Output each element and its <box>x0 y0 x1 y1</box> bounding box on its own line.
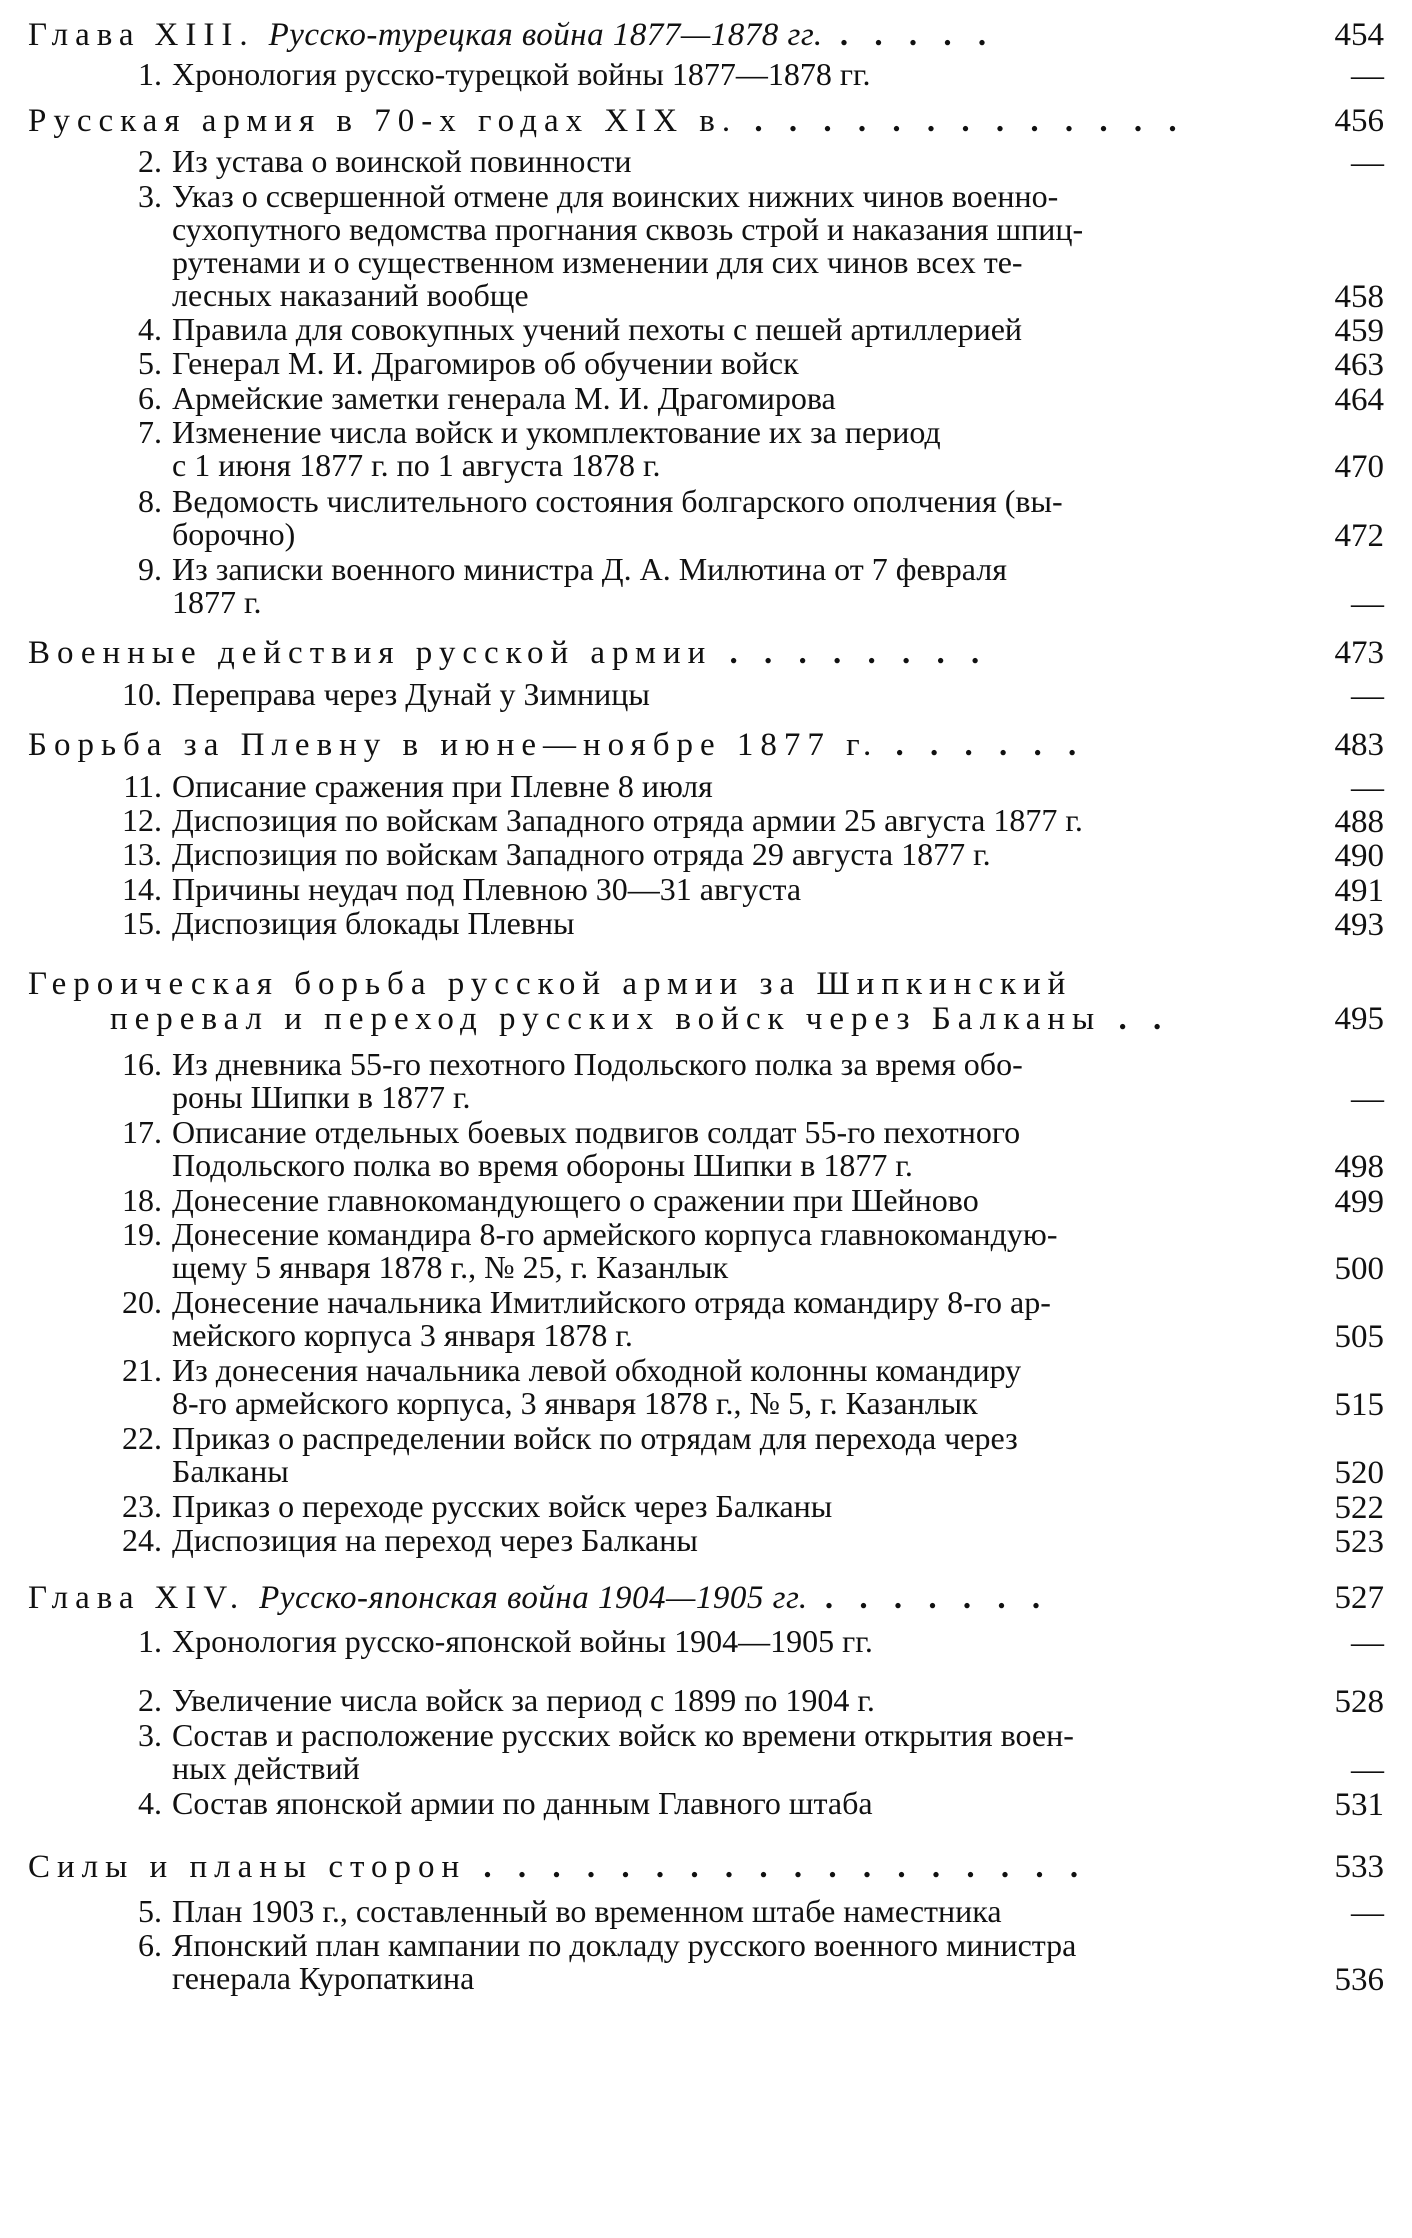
entry-number: 13. <box>122 836 162 872</box>
page-number: 454 <box>1334 17 1384 53</box>
page-number: 493 <box>1334 907 1384 943</box>
entry-line: Японский план кампании по докладу русского военного министра <box>172 1927 1077 1963</box>
page-number: 473 <box>1334 635 1384 671</box>
page-number: 520 <box>1334 1455 1384 1491</box>
entry-line: Состав и расположение русских войск ко времени открытия воен- <box>172 1717 1074 1753</box>
section-title: Борьба за Плевну в июне—ноябре 1877 г. <box>28 727 879 763</box>
entry-number: 23. <box>122 1488 162 1524</box>
chapter-label: Глава <box>28 17 141 53</box>
entry-title: Описание сражения при Плевне 8 июля <box>172 768 713 804</box>
entry-title: Приказ о переходе русских войск через Балканы <box>172 1488 833 1524</box>
section-heading-plevna: Борьба за Плевну в июне—ноябре 1877 г. . . . . . . <box>28 727 1086 763</box>
section-title: Силы и планы сторон <box>28 1849 467 1885</box>
page-number: — <box>1351 678 1384 714</box>
entry-number: 11. <box>123 768 162 804</box>
section-heading-army-70s: Русская армия в 70-х годах XIX в. . . . . . . . . . . . . . <box>28 103 1186 139</box>
entry-number: 1. <box>138 1623 162 1659</box>
page-number: 522 <box>1334 1490 1384 1526</box>
entry-number: 17. <box>122 1114 162 1150</box>
page-number: — <box>1351 586 1384 622</box>
page-number: 495 <box>1334 1001 1384 1037</box>
page-number: 528 <box>1334 1684 1384 1720</box>
entry-number: 4. <box>138 311 162 347</box>
entry-line: Из донесения начальника левой обходной колонны командиру <box>172 1352 1022 1388</box>
entry-number: 8. <box>138 483 162 519</box>
entry-title: Диспозиция на переход через Балканы <box>172 1522 698 1558</box>
section-title: Военные действия русской армии <box>28 635 713 671</box>
entry-number: 10. <box>122 676 162 712</box>
page-number: 533 <box>1334 1849 1384 1885</box>
entry-number: 5. <box>138 1893 162 1929</box>
chapter-number: XIV. <box>154 1580 246 1616</box>
entry-line: 8-го армейского корпуса, 3 января 1878 г., № 5, г. Казанлык <box>172 1385 978 1421</box>
entry-title: Генерал М. И. Драгомиров об обучении войск <box>172 345 799 381</box>
entry-number: 19. <box>122 1216 162 1252</box>
page-number: 456 <box>1334 103 1384 139</box>
page-number: 498 <box>1334 1149 1384 1185</box>
section-heading-military-actions: Военные действия русской армии . . . . . . . . <box>28 635 989 671</box>
entry-line: мейского корпуса 3 января 1878 г. <box>172 1317 633 1353</box>
entry-title: Хронология русско-турецкой войны 1877—1878 гг. <box>172 56 871 92</box>
entry-number: 3. <box>138 1717 162 1753</box>
page-number: 464 <box>1334 382 1384 418</box>
entry-title: Из устава о воинской повинности <box>172 143 632 179</box>
entry-title: Армейские заметки генерала М. И. Драгомирова <box>172 380 836 416</box>
chapter-label: Глава <box>28 1580 141 1616</box>
chapter-number: XIII. <box>154 17 255 53</box>
entry-number: 12. <box>122 802 162 838</box>
entry-number: 2. <box>138 1682 162 1718</box>
page-number: — <box>1351 58 1384 94</box>
entry-title: Диспозиция блокады Плевны <box>172 905 575 941</box>
entry-line: Донесение начальника Имитлийского отряда командиру 8-го ар- <box>172 1284 1051 1320</box>
page-number: 523 <box>1334 1524 1384 1560</box>
section-heading-shipka-cont: перевал и переход русских войск через Балканы . . <box>110 1001 1171 1037</box>
entry-line: лесных наказаний вообще <box>172 277 529 313</box>
entry-number: 22. <box>122 1420 162 1456</box>
entry-line: Подольского полка во время обороны Шипки в 1877 г. <box>172 1147 913 1183</box>
section-title-line: перевал и переход русских войск через Балканы <box>110 1001 1102 1037</box>
entry-number: 24. <box>122 1522 162 1558</box>
entry-line: Балканы <box>172 1453 289 1489</box>
entry-title: Причины неудач под Плевною 30—31 августа <box>172 871 802 907</box>
entry-number: 2. <box>138 143 162 179</box>
entry-title: Правила для совокупных учений пехоты с пешей артиллерией <box>172 311 1023 347</box>
entry-number: 9. <box>138 551 162 587</box>
entry-title: Состав японской армии по данным Главного штаба <box>172 1785 873 1821</box>
section-heading-shipka <box>28 966 1260 1002</box>
page-number: 515 <box>1334 1387 1384 1423</box>
entry-line: Донесение командира 8-го армейского корпуса главнокомандую- <box>172 1216 1058 1252</box>
entry-number: 3. <box>138 178 162 214</box>
entry-number: 6. <box>138 380 162 416</box>
entry-line: Описание отдельных боевых подвигов солдат 55-го пехотного <box>172 1114 1021 1150</box>
page-number: — <box>1351 1895 1384 1931</box>
page-number: — <box>1351 770 1384 806</box>
section-heading-forces-and-plans: Силы и планы сторон . . . . . . . . . . . . . . . . . . <box>28 1849 1088 1885</box>
entry-line: роны Шипки в 1877 г. <box>172 1079 471 1115</box>
entry-title: Увеличение числа войск за период с 1899 по 1904 г. <box>172 1682 875 1718</box>
page-number: — <box>1351 1081 1384 1117</box>
entry-line: сухопутного ведомства прогнания сквозь строй и наказания шпиц- <box>172 211 1084 247</box>
entry-line: Приказ о распределении войск по отрядам для перехода через <box>172 1420 1018 1456</box>
entry-number: 1. <box>138 56 162 92</box>
entry-line: Из дневника 55-го пехотного Подольского полка за время обо- <box>172 1046 1023 1082</box>
entry-title: Донесение главнокомандующего о сражении при Шейново <box>172 1182 979 1218</box>
section-heading-chapter-14: Глава XIV. Русско-японская война 1904—1905 гг. . . . . . . . <box>28 1580 1050 1616</box>
chapter-title: Русско-японская война 1904—1905 гг. <box>259 1580 808 1616</box>
page-number: 527 <box>1334 1580 1384 1616</box>
entry-title: План 1903 г., составленный во временном штабе наместника <box>172 1893 1002 1929</box>
entry-line: генерала Куропаткина <box>172 1960 475 1996</box>
page-number: 463 <box>1334 347 1384 383</box>
entry-line: Ведомость числительного состояния болгарского ополчения (вы- <box>172 483 1063 519</box>
section-heading-chapter-13: Глава XIII. Русско-турецкая война 1877—1878 гг. . . . . . <box>28 17 996 53</box>
entry-number: 6. <box>138 1927 162 1963</box>
page-number: 536 <box>1334 1962 1384 1998</box>
page-number: 491 <box>1334 873 1384 909</box>
page-number: 488 <box>1334 804 1384 840</box>
page-number: 459 <box>1334 313 1384 349</box>
entry-line: Указ о ссвершенной отмене для воинских нижних чинов военно- <box>172 178 1059 214</box>
page-number: — <box>1351 145 1384 181</box>
entry-number: 20. <box>122 1284 162 1320</box>
page-number: 531 <box>1334 1787 1384 1823</box>
entry-number: 5. <box>138 345 162 381</box>
entry-number: 4. <box>138 1785 162 1821</box>
entry-number: 15. <box>122 905 162 941</box>
chapter-title: Русско-турецкая война 1877—1878 гг. <box>268 17 823 53</box>
section-title: Русская армия в 70-х годах XIX в. <box>28 103 738 139</box>
entry-title: Хронология русско-японской войны 1904—1905 гг. <box>172 1623 873 1659</box>
page-number: 472 <box>1334 518 1384 554</box>
page-number: — <box>1351 1752 1384 1788</box>
page-number: 458 <box>1334 279 1384 315</box>
entry-number: 7. <box>138 414 162 450</box>
page-number: 505 <box>1334 1319 1384 1355</box>
page-number: 500 <box>1334 1251 1384 1287</box>
entry-title: Диспозиция по войскам Западного отряда 29 августа 1877 г. <box>172 836 991 872</box>
entry-line: щему 5 января 1878 г., № 25, г. Казанлык <box>172 1249 729 1285</box>
entry-line: борочно) <box>172 516 296 552</box>
page-number: — <box>1351 1625 1384 1661</box>
entry-line: ных действий <box>172 1750 360 1786</box>
page-number: 470 <box>1334 449 1384 485</box>
entry-number: 18. <box>122 1182 162 1218</box>
page-number: 499 <box>1334 1184 1384 1220</box>
entry-line: 1877 г. <box>172 584 262 620</box>
page-number: 490 <box>1334 838 1384 874</box>
entry-title: Диспозиция по войскам Западного отряда армии 25 августа 1877 г. <box>172 802 1083 838</box>
entry-number: 21. <box>122 1352 162 1388</box>
entry-number: 16. <box>122 1046 162 1082</box>
section-title-line: Героическая борьба русской армии за Шипкинский <box>28 966 1073 1002</box>
entry-line: рутенами и о существенном изменении для сих чинов всех те- <box>172 244 1023 280</box>
entry-line: Из записки военного министра Д. А. Милютина от 7 февраля <box>172 551 1007 587</box>
entry-number: 14. <box>122 871 162 907</box>
entry-title: Переправа через Дунай у Зимницы <box>172 676 650 712</box>
entry-line: Изменение числа войск и укомплектование их за период <box>172 414 941 450</box>
entry-line: с 1 июня 1877 г. по 1 августа 1878 г. <box>172 447 661 483</box>
page-number: 483 <box>1334 727 1384 763</box>
